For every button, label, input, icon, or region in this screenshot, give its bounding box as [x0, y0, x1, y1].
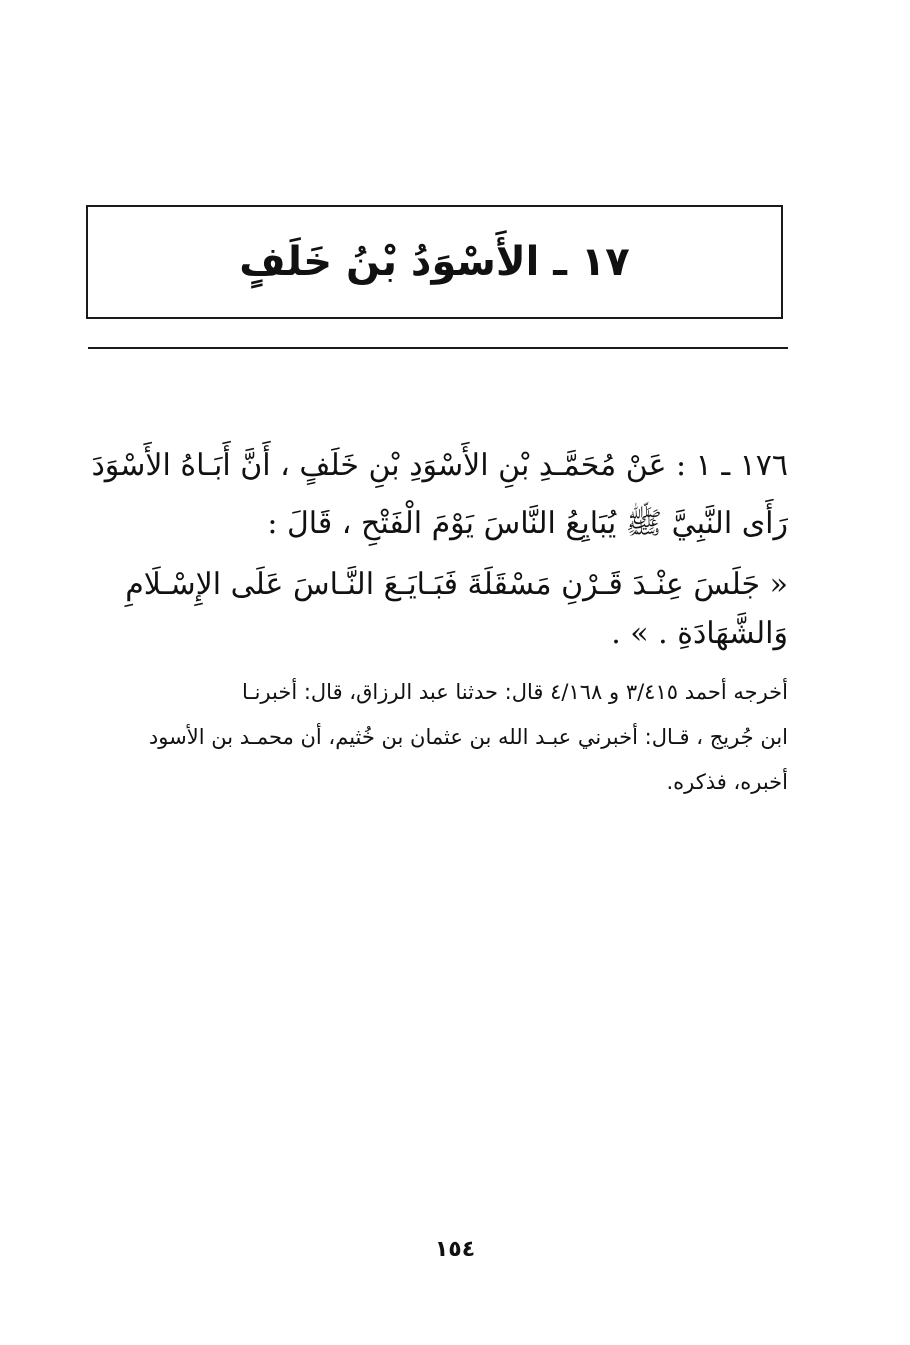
hadith-text-line: رَأَى النَّبِيَّ ﷺ يُبَايِعُ النَّاسَ يَوْمَ الْفَتْحِ ، قَالَ :	[267, 506, 788, 541]
page-number: ١٥٤	[434, 1237, 476, 1262]
section-divider	[88, 347, 788, 349]
chapter-title-box	[86, 205, 783, 319]
chapter-title: ١٧ ـ الأَسْوَدُ بْنُ خَلَفٍ	[239, 239, 630, 285]
hadith-text-line: « جَلَسَ عِنْـدَ قَـرْنِ مَسْقَلَةَ فَبَـايَـعَ النَّـاسَ عَلَى الإِسْـلَامِ	[125, 567, 788, 602]
takhrij-text-line: ابن جُريج ، قـال: أخبرني عبـد الله بن عثمان بن خُثيم، أن محمـد بن الأسود	[148, 725, 788, 749]
hadith-text-line: وَالشَّهَادَةِ . » .	[611, 616, 788, 651]
hadith-text-line: ١٧٦ ـ ١ : عَنْ مُحَمَّـدِ بْنِ الأَسْوَدِ بْنِ خَلَفٍ ، أَنَّ أَبَـاهُ الأَسْوَدَ	[91, 448, 788, 483]
takhrij-text-line: أخبره، فذكره.	[666, 770, 788, 794]
takhrij-text-line: أخرجه أحمد ٣/٤١٥ و ٤/١٦٨ قال: حدثنا عبد الرزاق، قال: أخبرنـا	[242, 680, 788, 704]
